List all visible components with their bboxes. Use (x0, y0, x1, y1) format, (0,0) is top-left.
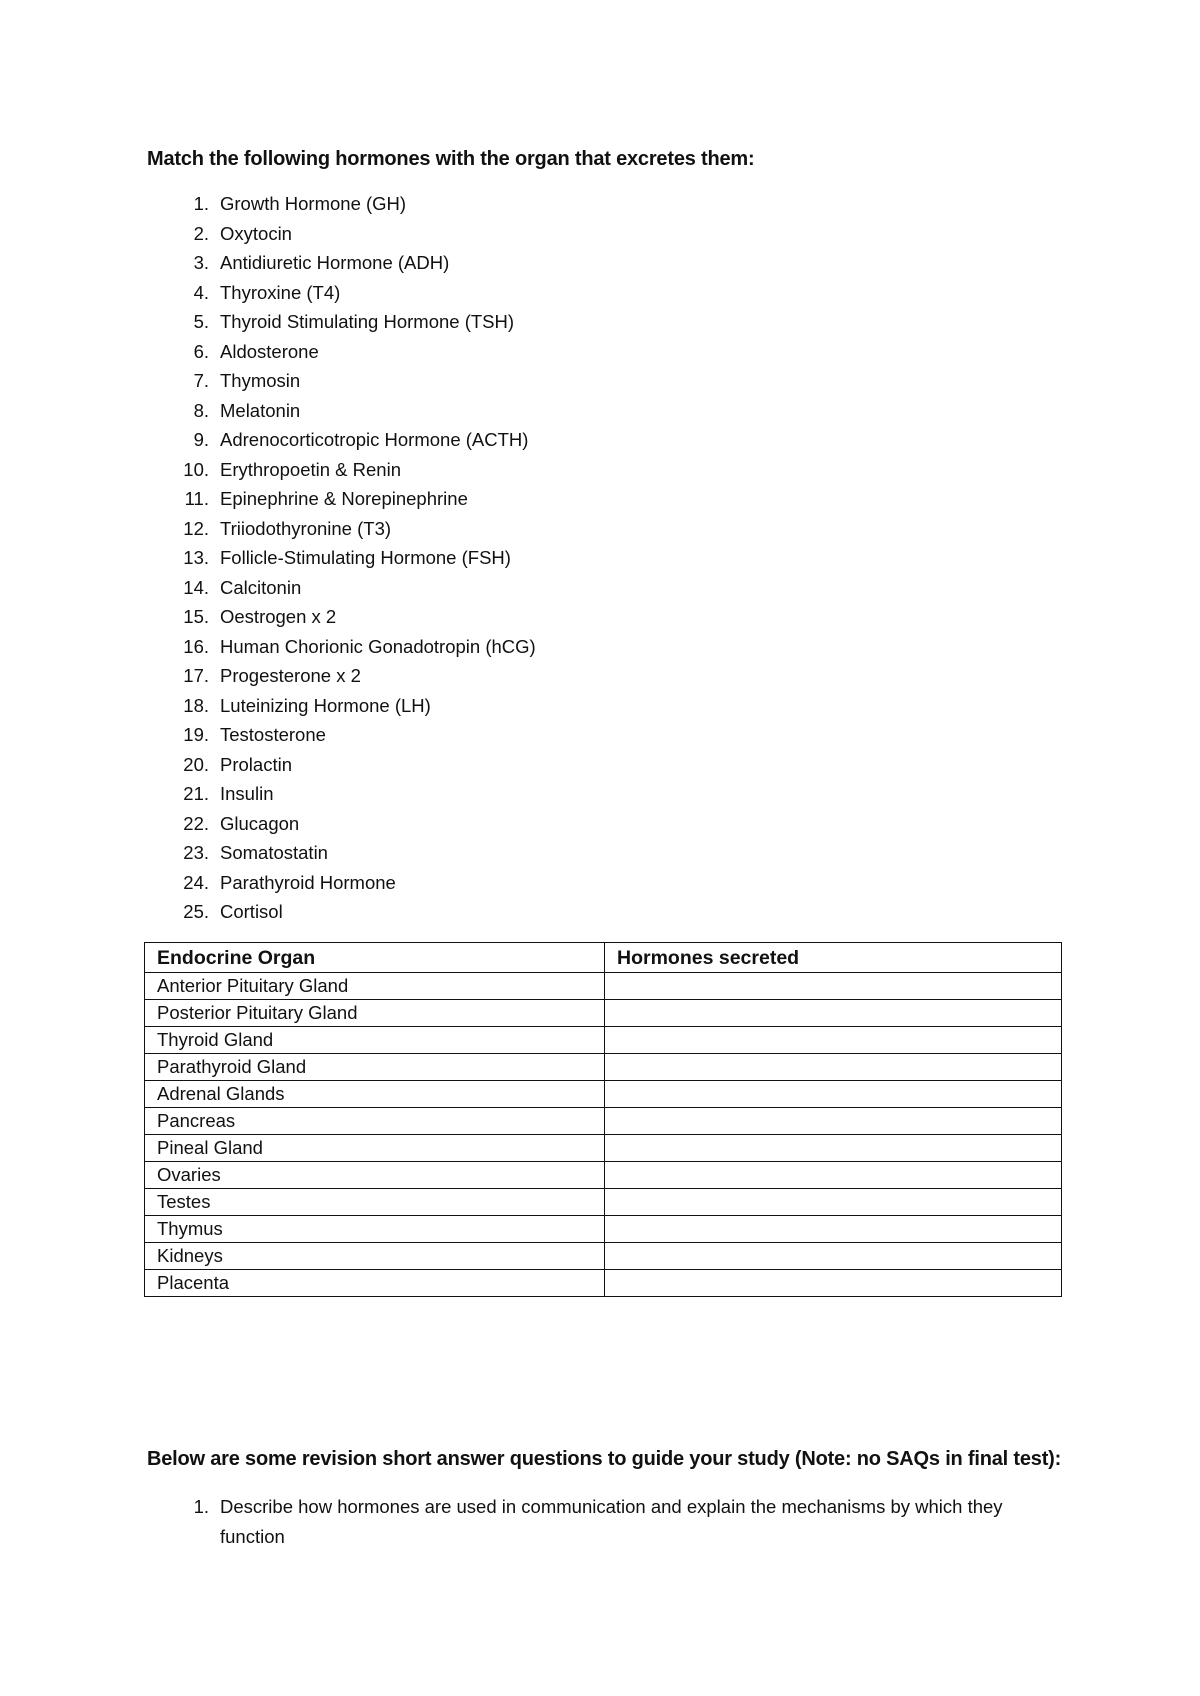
item-text: Glucagon (220, 812, 300, 834)
list-item (160, 605, 536, 635)
item-text: Calcitonin (220, 576, 302, 598)
organ-cell: Placenta (145, 1270, 605, 1297)
list-item (160, 428, 536, 458)
item-text: Oxytocin (220, 222, 292, 244)
item-text: Thyroxine (T4) (220, 281, 341, 303)
table-row (145, 1081, 1062, 1108)
item-text: Insulin (220, 783, 274, 804)
item-text: Erythropoetin & Renin (220, 458, 401, 480)
column-header-hormones: Hormones secreted (605, 943, 1062, 973)
item-number: 5. (193, 311, 209, 332)
hormones-cell[interactable] (605, 1081, 1062, 1108)
table-row (145, 1027, 1062, 1054)
item-text: Oestrogen x 2 (220, 606, 337, 627)
item-number: 13. (183, 547, 209, 568)
hormones-cell[interactable] (605, 1216, 1062, 1243)
item-number: 19. (183, 724, 209, 745)
table-row (145, 1216, 1062, 1243)
hormones-cell[interactable] (605, 1189, 1062, 1216)
hormones-cell[interactable] (605, 1243, 1062, 1270)
organ-cell: Thyroid Gland (145, 1027, 605, 1054)
item-number: 7. (193, 370, 209, 391)
organ-cell: Kidneys (145, 1243, 605, 1270)
item-text: Thymosin (220, 370, 301, 391)
question-list (160, 1492, 1060, 1551)
item-number: 11. (184, 488, 209, 509)
table-row (145, 1270, 1062, 1297)
item-text: Luteinizing Hormone (LH) (220, 694, 431, 716)
list-item (160, 487, 536, 517)
item-text: Aldosterone (220, 340, 319, 362)
section-heading-revision: Below are some revision short answer questions to guide your study (Note: no SAQs in final test): (147, 1448, 1062, 1470)
table-row (145, 1162, 1062, 1189)
item-number: 18. (183, 694, 209, 716)
table-row (145, 1135, 1062, 1162)
list-item (160, 369, 536, 399)
item-text: Follicle-Stimulating Hormone (FSH) (220, 547, 511, 568)
table-row (145, 1000, 1062, 1027)
hormones-cell[interactable] (605, 1054, 1062, 1081)
list-item (160, 222, 536, 252)
item-text: Prolactin (220, 753, 292, 775)
table-header-row (145, 943, 1062, 973)
organ-cell: Pineal Gland (145, 1135, 605, 1162)
item-number: 20. (183, 753, 209, 775)
list-item (160, 694, 536, 724)
list-item (160, 900, 536, 930)
item-number: 2. (193, 222, 209, 244)
item-text: Somatostatin (220, 842, 328, 863)
item-text: Progesterone x 2 (220, 665, 361, 686)
list-item (160, 340, 536, 370)
list-item (160, 458, 536, 488)
item-number: 16. (183, 635, 209, 657)
organ-cell: Testes (145, 1189, 605, 1216)
organ-cell: Pancreas (145, 1108, 605, 1135)
table-row (145, 1108, 1062, 1135)
organ-cell: Ovaries (145, 1162, 605, 1189)
organ-cell: Adrenal Glands (145, 1081, 605, 1108)
table-row (145, 973, 1062, 1000)
list-item (160, 1492, 1060, 1551)
question-text: Describe how hormones are used in communication and explain the mechanisms by which they function (220, 1496, 1003, 1547)
list-item (160, 310, 536, 340)
list-item (160, 576, 536, 606)
hormones-cell[interactable] (605, 1000, 1062, 1027)
hormones-cell[interactable] (605, 1162, 1062, 1189)
item-text: Cortisol (220, 901, 283, 922)
column-header-organ: Endocrine Organ (145, 943, 605, 973)
hormones-cell[interactable] (605, 973, 1062, 1000)
list-item (160, 546, 536, 576)
item-text: Parathyroid Hormone (220, 871, 396, 893)
item-text: Antidiuretic Hormone (ADH) (220, 252, 450, 273)
item-text: Growth Hormone (GH) (220, 193, 407, 214)
list-item (160, 723, 536, 753)
list-item (160, 281, 536, 311)
hormone-list (160, 192, 536, 930)
item-number: 10. (183, 458, 209, 480)
list-item (160, 664, 536, 694)
list-item (160, 517, 536, 547)
list-item (160, 251, 536, 281)
item-number: 6. (193, 340, 209, 362)
item-number: 17. (183, 665, 209, 686)
list-item (160, 753, 536, 783)
item-text: Melatonin (220, 399, 301, 421)
table-row (145, 1054, 1062, 1081)
hormones-cell[interactable] (605, 1027, 1062, 1054)
hormones-cell[interactable] (605, 1135, 1062, 1162)
item-number: 25. (183, 901, 209, 922)
list-item (160, 812, 536, 842)
item-text: Human Chorionic Gonadotropin (hCG) (220, 635, 536, 657)
organ-cell: Parathyroid Gland (145, 1054, 605, 1081)
item-number: 1. (193, 193, 209, 214)
item-text: Epinephrine & Norepinephrine (220, 488, 468, 509)
section-heading-match: Match the following hormones with the organ that excretes them: (147, 148, 755, 170)
hormones-cell[interactable] (605, 1270, 1062, 1297)
item-text: Thyroid Stimulating Hormone (TSH) (220, 311, 515, 332)
item-text: Testosterone (220, 724, 326, 745)
list-item (160, 841, 536, 871)
endocrine-organ-table (144, 942, 1062, 1297)
item-text: Triiodothyronine (T3) (220, 517, 392, 539)
organ-cell: Thymus (145, 1216, 605, 1243)
item-number: 3. (193, 252, 209, 273)
item-number: 15. (183, 606, 209, 627)
list-item (160, 192, 536, 222)
list-item (160, 635, 536, 665)
item-number: 23. (183, 842, 209, 863)
table-row (145, 1189, 1062, 1216)
item-number: 12. (183, 517, 209, 539)
list-item (160, 782, 536, 812)
item-text: Adrenocorticotropic Hormone (ACTH) (220, 429, 529, 450)
organ-cell: Anterior Pituitary Gland (145, 973, 605, 1000)
item-number: 9. (193, 429, 209, 450)
item-number: 24. (183, 871, 209, 893)
item-number: 14. (183, 576, 209, 598)
item-number: 22. (183, 812, 209, 834)
item-number: 4. (193, 281, 209, 303)
table-row (145, 1243, 1062, 1270)
list-item (160, 399, 536, 429)
organ-cell: Posterior Pituitary Gland (145, 1000, 605, 1027)
list-item (160, 871, 536, 901)
item-number: 1. (193, 1496, 209, 1517)
hormones-cell[interactable] (605, 1108, 1062, 1135)
item-number: 8. (193, 399, 209, 421)
item-number: 21. (183, 783, 209, 804)
